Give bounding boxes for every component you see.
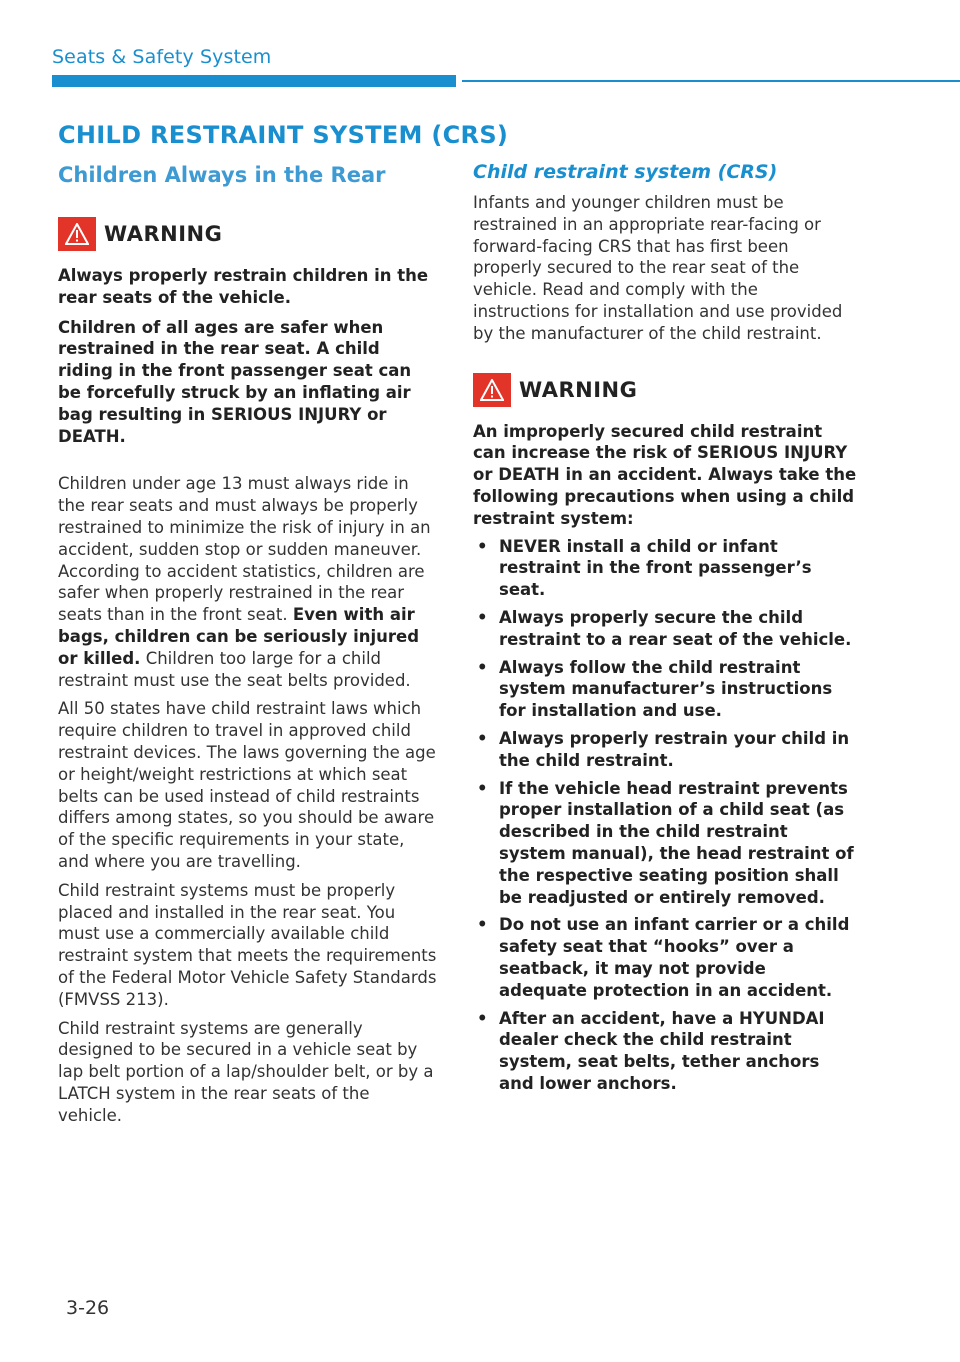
bullet-dot-icon: • (477, 1008, 488, 1028)
warning-label: WARNING (519, 377, 638, 402)
right-warning-header (473, 373, 857, 407)
precaution-item: • Do not use an infant carrier or a child safety seat that “hooks” over a seatback, it may not provide adequate protection in an accident. (477, 915, 850, 1000)
warning-label: WARNING (104, 222, 223, 246)
precaution-item: • After an accident, have a HYUNDAI dealer check the child restraint system, seat belts, tether anchors and lower anchors. (477, 1008, 825, 1093)
left-warning-header (58, 217, 438, 251)
right-intro: Infants and younger children must be restrained in an appropriate rear-facing or forward-facing CRS that has first been properly secured to the rear seat of the vehicle. Read and comply with the instructions for installation and use provided by the manufacturer of the child restraint. (473, 193, 843, 343)
right-warning-intro: An improperly secured child restraint can increase the risk of SERIOUS INJURY or DEATH in an accident. Always take the following precautions when using a child restraint system: (473, 421, 857, 528)
right-heading: Child restraint system (CRS) (473, 161, 778, 183)
bullet-dot-icon: • (477, 915, 488, 935)
left-warning-text-2: Children of all ages are safer when restrained in the rear seat. A child riding in the front passenger seat can be forcefully struck by an inflating air bag resulting in SERIOUS INJURY or DEATH. (58, 317, 412, 446)
left-paragraph-2: All 50 states have child restraint laws which require children to travel in approved child restraint devices. The laws governing the age or height/weight restrictions at which seat belts can be used instead of child restraints differs among states, so you should be aware of the specific requirements in your state, and where you are travelling. (58, 699, 436, 871)
left-paragraph-1: Children under age 13 must always ride in the rear seats and must always be properly restrained to minimize the risk of injury in an accident, sudden stop or sudden maneuver. According to accident statistics, children are safer when properly restrained in the rear seats than in the front seat. Even with air bags, children can be seriously injured or killed. Children too large for a child restraint must use the seat belts provided. (58, 474, 431, 690)
left-heading: Children Always in the Rear (58, 163, 386, 187)
warning-icon (473, 373, 511, 407)
left-warning-text-1: Always properly restrain children in the rear seats of the vehicle. (58, 266, 429, 307)
bullet-dot-icon: • (477, 536, 488, 556)
header-bar-thin (462, 80, 960, 82)
bullet-dot-icon: • (477, 607, 488, 627)
precaution-item: • Always follow the child restraint system manufacturer’s instructions for installation and use. (477, 657, 833, 721)
page-number: 3-26 (66, 1297, 110, 1319)
precaution-item: • Always properly restrain your child in the child restraint. (477, 728, 850, 770)
left-paragraph-3: Child restraint systems must be properly placed and installed in the rear seat. You must use a commercially available child restraint system that meets the requirements of the Federal Motor Vehicle Safety Standards (FMVSS 213). (58, 880, 437, 1009)
header-bar-thick (52, 75, 456, 87)
precaution-item: • NEVER install a child or infant restraint in the front passenger’s seat. (477, 536, 812, 600)
precautions-list (473, 536, 857, 1095)
section-title: CHILD RESTRAINT SYSTEM (CRS) (58, 121, 509, 149)
bullet-dot-icon: • (477, 657, 488, 677)
right-column (473, 158, 857, 1095)
chapter-title: Seats & Safety System (52, 46, 272, 68)
bullet-dot-icon: • (477, 778, 488, 798)
precaution-item: • If the vehicle head restraint prevents proper installation of a child seat (as described in the child restraint system manual), the head restraint of the respective seating position shall be readjusted or entirely removed. (477, 778, 854, 907)
left-column (58, 160, 438, 1126)
bullet-dot-icon: • (477, 728, 488, 748)
precaution-item: • Always properly secure the child restraint to a rear seat of the vehicle. (477, 607, 852, 649)
warning-icon (58, 217, 96, 251)
left-paragraph-4: Child restraint systems are generally designed to be secured in a vehicle seat by lap belt portion of a lap/shoulder belt, or by a LATCH system in the rear seats of the vehicle. (58, 1018, 434, 1125)
